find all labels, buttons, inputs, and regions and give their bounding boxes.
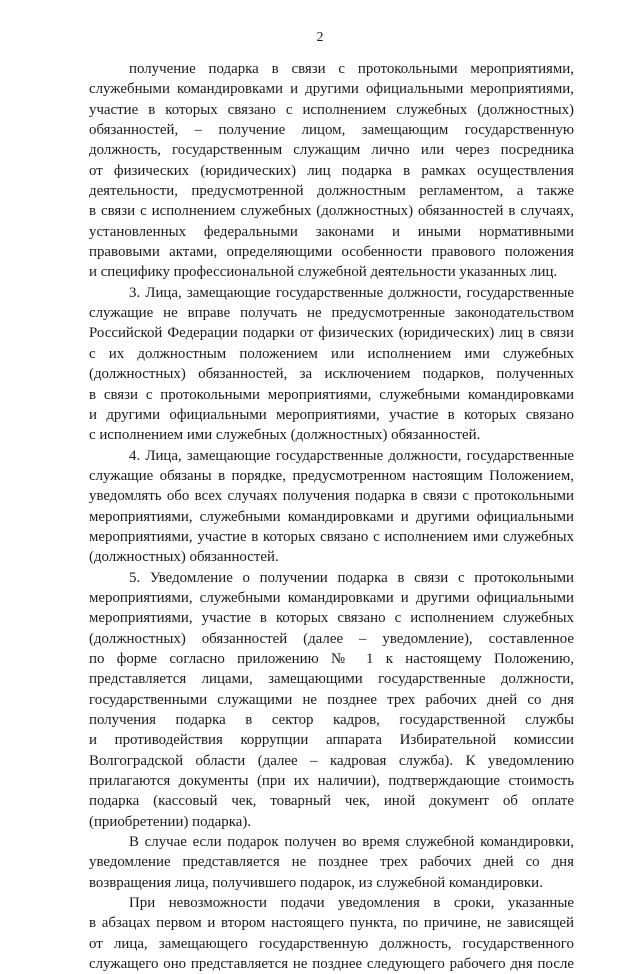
text-line: 5. Уведомление о получении подарка в связи с протокольными	[129, 569, 574, 586]
text-line: в абзацах первом и втором настоящего пункта, по причине, не зависящей	[89, 915, 574, 932]
text-line: правовыми актами, определяющими особенности правового положения	[89, 244, 574, 261]
text-line: установленных федеральными законами и иными нормативными	[89, 223, 574, 240]
text-line: по форме согласно приложению № 1 к настоящему Положению,	[89, 650, 574, 667]
text-line: мероприятиями, служебными командировками и другими официальными	[89, 508, 574, 525]
text-line: служебными командировками и другими официальными мероприятиями,	[89, 81, 574, 98]
text-line: (должностных) обязанностей, за исключением подарков, полученных	[89, 366, 574, 383]
text-line: Волгоградской области (далее – кадровая служба). К уведомлению	[89, 752, 574, 769]
text-line: с их должностным положением или исполнением ими служебных	[89, 345, 574, 362]
text-line: и другими официальными мероприятиями, участие в которых связано	[89, 406, 574, 423]
text-line: от лица, замещающего государственную должность, государственного	[89, 935, 574, 952]
text-line: служащего оно представляется не позднее следующего рабочего дня после	[89, 956, 574, 973]
text-line: 3. Лица, замещающие государственные должности, государственные	[129, 284, 574, 301]
text-line: прилагаются документы (при их наличии), подтверждающие стоимость	[89, 773, 574, 790]
text-line: получения подарка в сектор кадров, государственной службы	[89, 712, 574, 728]
text-line: В случае если подарок получен во время служебной командировки,	[129, 834, 574, 851]
text-line: 4. Лица, замещающие государственные должности, государственные	[129, 447, 574, 464]
text-line: в связи с исполнением служебных (должностных) обязанностей в случаях,	[89, 203, 574, 220]
text-line: должность, государственным служащим лично или через посредника	[89, 142, 574, 159]
text-line: При невозможности подачи уведомления в сроки, указанные	[129, 895, 574, 912]
text-line: уведомлять обо всех случаях получения подарка в связи с протокольными	[89, 488, 574, 505]
text-line: (должностных) обязанностей.	[89, 549, 279, 566]
text-line: уведомление представляется не позднее трех рабочих дней со дня	[89, 854, 574, 871]
text-line: и специфику профессиональной служебной деятельности указанных лиц.	[89, 264, 558, 281]
text-line: (должностных) обязанностей (далее – уведомление), составленное	[89, 630, 574, 647]
text-line: служащие обязаны в порядке, предусмотренном настоящим Положением,	[89, 467, 574, 484]
text-line: (приобретении) подарка).	[89, 813, 252, 830]
text-line: обязанностей, – получение лицом, замещающим государственную	[89, 122, 574, 139]
text-line: в связи с протокольными мероприятиями, служебными командировками	[89, 386, 574, 403]
text-line: мероприятиями, участие в которых связано с исполнением служебных	[89, 610, 574, 627]
page-number: 2	[316, 30, 324, 45]
text-line: государственными служащими не позднее трех рабочих дней со дня	[89, 691, 574, 708]
text-line: участие в которых связано с исполнением служебных (должностных)	[89, 101, 574, 118]
text-line: представляется лицами, замещающими государственные должности,	[89, 671, 574, 688]
text-line: деятельности, предусмотренной должностным регламентом, а также	[89, 183, 574, 200]
text-line: служащие не вправе получать не предусмотренные законодательством	[89, 305, 574, 322]
text-line: мероприятиями, участие в которых связано с исполнением ими служебных	[89, 528, 574, 545]
text-line: подарка (кассовый чек, товарный чек, иной документ об оплате	[89, 793, 574, 810]
text-line: возвращения лица, получившего подарок, из служебной командировки.	[89, 874, 543, 891]
text-line: и противодействия коррупции аппарата Избирательной комиссии	[89, 732, 574, 749]
text-line: от физических (юридических) лиц подарка в рамках осуществления	[89, 162, 574, 179]
text-line: получение подарка в связи с протокольными мероприятиями,	[129, 61, 574, 77]
document-body	[89, 59, 574, 974]
text-line: с исполнением ими служебных (должностных) обязанностей.	[89, 427, 481, 444]
text-line: мероприятиями, служебными командировками и другими официальными	[89, 589, 574, 606]
text-line: Российской Федерации подарки от физических (юридических) лиц в связи	[89, 325, 574, 342]
